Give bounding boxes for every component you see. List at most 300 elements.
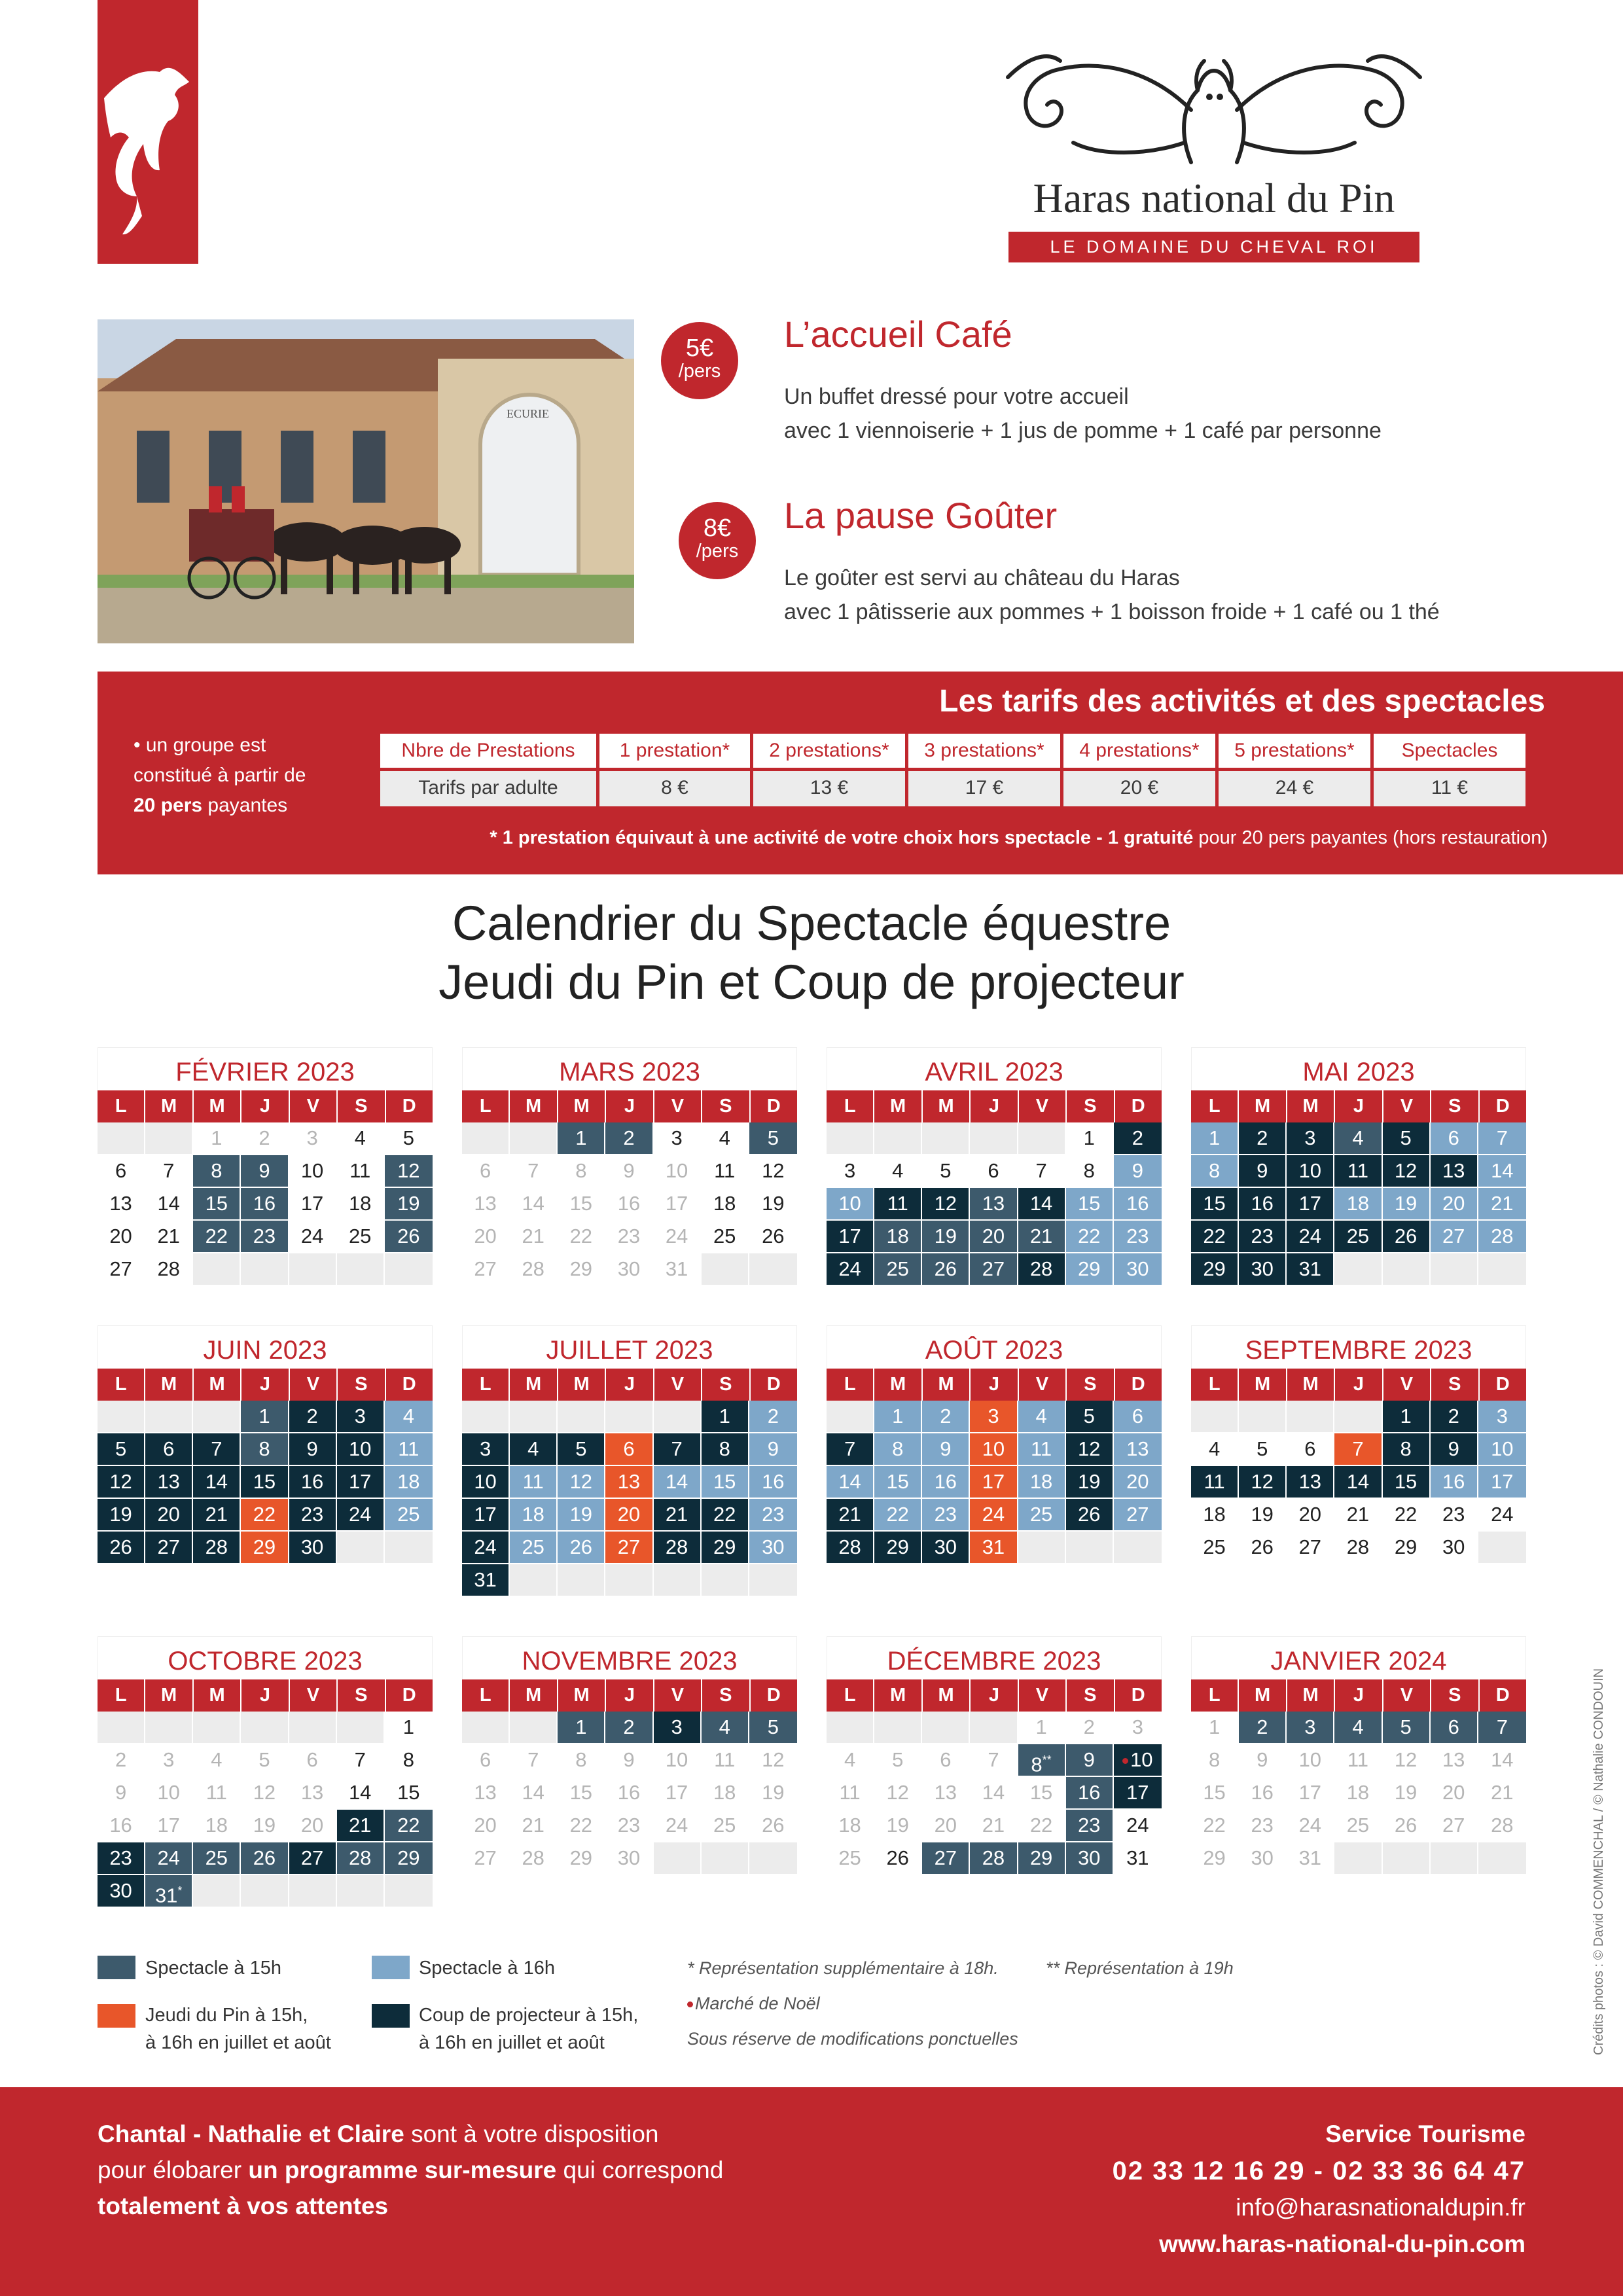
day-number: 31 — [1298, 1846, 1322, 1869]
day-cell — [1191, 1499, 1239, 1532]
empty-day-cell — [462, 1712, 510, 1744]
day-number: 29 — [1203, 1846, 1226, 1869]
empty-day-cell — [241, 1712, 289, 1744]
day-cell — [385, 1744, 433, 1777]
brand-tagline: LE DOMAINE DU CHEVAL ROI — [1008, 232, 1419, 262]
day-cell — [385, 1122, 433, 1155]
legend-label — [145, 1954, 281, 1982]
empty-day-cell — [385, 1532, 433, 1564]
day-cell — [462, 1466, 510, 1499]
tarif-header: Nbre de Prestations — [380, 734, 596, 768]
tarif-header: 2 prestations* — [753, 734, 905, 768]
day-cell — [1431, 1532, 1478, 1564]
weekday-label: J — [1335, 1369, 1383, 1401]
month-calendar — [98, 1325, 433, 1564]
day-number: 17 — [838, 1225, 861, 1247]
day-number: 20 — [617, 1503, 641, 1526]
day-number: 30 — [617, 1257, 641, 1280]
group-note-line — [134, 791, 349, 821]
day-number: 9 — [940, 1437, 952, 1460]
day-cell — [193, 1221, 241, 1253]
day-number: 7 — [163, 1159, 175, 1182]
day-number: 12 — [253, 1781, 276, 1804]
day-cell — [1478, 1221, 1526, 1253]
day-cell — [1018, 1188, 1066, 1221]
day-cell — [1114, 1744, 1162, 1777]
empty-day-cell — [462, 1122, 510, 1155]
day-cell — [510, 1744, 558, 1777]
day-cell — [1239, 1122, 1287, 1155]
day-cell — [289, 1122, 337, 1155]
day-number: 15 — [569, 1192, 593, 1215]
day-cell — [462, 1810, 510, 1842]
day-cell — [145, 1466, 193, 1499]
weekday-header — [827, 1090, 1162, 1122]
empty-day-cell — [289, 1875, 337, 1908]
empty-day-cell — [289, 1712, 337, 1744]
day-cell — [462, 1744, 510, 1777]
day-cell — [1239, 1433, 1287, 1466]
month-calendar — [98, 1047, 433, 1286]
day-number: 12 — [1077, 1437, 1101, 1460]
day-number: 13 — [300, 1781, 324, 1804]
day-cell — [749, 1744, 797, 1777]
day-cell — [1018, 1777, 1066, 1810]
day-number: 10 — [838, 1192, 861, 1215]
day-cell — [874, 1433, 922, 1466]
day-cell — [970, 1253, 1018, 1286]
day-number: 30 — [1077, 1846, 1101, 1869]
day-number: 14 — [665, 1470, 688, 1493]
empty-day-cell — [193, 1401, 241, 1433]
day-number: 3 — [988, 1405, 999, 1427]
day-cell — [1191, 1155, 1239, 1188]
weekday-label: J — [606, 1090, 654, 1122]
day-cell — [1334, 1712, 1382, 1744]
day-number: 23 — [617, 1814, 641, 1837]
marche-dot-icon — [1122, 1758, 1128, 1764]
day-number: 25 — [713, 1225, 736, 1247]
weekday-label: M — [1287, 1090, 1335, 1122]
weekday-header — [98, 1090, 433, 1122]
day-number: 13 — [1126, 1437, 1149, 1460]
day-number: 28 — [1346, 1535, 1370, 1558]
weekday-label: L — [827, 1369, 874, 1401]
weekday-header — [1191, 1369, 1526, 1401]
day-cell — [193, 1744, 241, 1777]
day-cell — [702, 1433, 749, 1466]
day-cell — [1114, 1122, 1162, 1155]
legend-label-line: Coup de projecteur à 15h, — [419, 2005, 639, 2026]
day-cell — [98, 1744, 145, 1777]
day-number: 21 — [348, 1814, 372, 1837]
day-number: 6 — [623, 1437, 635, 1460]
weekday-label: L — [98, 1679, 145, 1712]
day-number: 10 — [474, 1470, 497, 1493]
day-number: 9 — [623, 1748, 635, 1771]
footer-bold: totalement à vos attentes — [98, 2193, 389, 2219]
day-number: 3 — [1132, 1715, 1143, 1738]
weekday-label: L — [98, 1369, 145, 1401]
day-cell — [874, 1810, 922, 1842]
day-cell — [337, 1221, 385, 1253]
weekday-label: M — [558, 1369, 606, 1401]
legend-swatch — [372, 2004, 410, 2028]
day-number: 9 — [115, 1781, 127, 1804]
day-cell — [462, 1532, 510, 1564]
day-cell — [605, 1810, 653, 1842]
tarifs-footnote — [490, 827, 1548, 849]
day-number: 11 — [839, 1781, 861, 1804]
day-cell — [558, 1221, 605, 1253]
weekday-label: M — [194, 1369, 241, 1401]
day-number: 29 — [569, 1846, 593, 1869]
day-number: 14 — [1491, 1748, 1514, 1771]
empty-day-cell — [510, 1122, 558, 1155]
day-number: 28 — [157, 1257, 180, 1280]
day-cell — [1383, 1777, 1431, 1810]
day-cell — [749, 1810, 797, 1842]
empty-day-cell — [1018, 1122, 1066, 1155]
day-cell — [970, 1842, 1018, 1875]
day-cell — [1431, 1499, 1478, 1532]
day-number: 5 — [575, 1437, 587, 1460]
day-number: 8 — [211, 1159, 223, 1182]
footer-names: Chantal - Nathalie et Claire — [98, 2121, 404, 2147]
day-number: 24 — [982, 1503, 1005, 1526]
day-cell — [1478, 1499, 1526, 1532]
weekday-label: M — [923, 1369, 971, 1401]
month-calendar — [98, 1636, 433, 1908]
day-cell — [827, 1188, 874, 1221]
day-cell — [289, 1842, 337, 1875]
day-number: 20 — [109, 1225, 132, 1247]
day-cell — [1018, 1466, 1066, 1499]
day-number: 17 — [1126, 1781, 1149, 1804]
day-number: 27 — [474, 1257, 497, 1280]
day-cell — [1478, 1777, 1526, 1810]
day-number: 3 — [163, 1748, 175, 1771]
day-cell — [510, 1188, 558, 1221]
day-number: 7 — [211, 1437, 223, 1460]
empty-day-cell — [1478, 1532, 1526, 1564]
day-number: 2 — [1257, 1715, 1268, 1738]
empty-day-cell — [193, 1253, 241, 1286]
day-number: 21 — [838, 1503, 861, 1526]
day-cell — [337, 1777, 385, 1810]
day-number: 27 — [300, 1846, 324, 1869]
weekday-label: S — [1431, 1090, 1479, 1122]
weekday-label: M — [194, 1679, 241, 1712]
footer-text: pour élobarer — [98, 2157, 249, 2183]
brand-name: Haras national du Pin — [1033, 175, 1395, 221]
weekday-label: S — [338, 1090, 385, 1122]
day-cell — [98, 1466, 145, 1499]
day-cell — [462, 1564, 510, 1597]
tarif-value: Tarifs par adulte — [380, 771, 596, 806]
day-cell — [605, 1499, 653, 1532]
month-name: DÉCEMBRE 2023 — [827, 1636, 1162, 1679]
day-number: 10 — [665, 1159, 688, 1182]
day-number: 20 — [1442, 1781, 1465, 1804]
day-number: 30 — [1126, 1257, 1149, 1280]
day-number: 23 — [1077, 1814, 1101, 1837]
day-cell — [922, 1810, 970, 1842]
day-number: 4 — [354, 1126, 366, 1149]
day-cell — [749, 1433, 797, 1466]
calendar-title — [0, 894, 1623, 1012]
day-number: 9 — [1448, 1437, 1459, 1460]
day-cell — [1191, 1744, 1239, 1777]
day-cell — [1478, 1712, 1526, 1744]
day-cell — [1383, 1155, 1431, 1188]
day-number: 1 — [1083, 1126, 1095, 1149]
empty-day-cell — [510, 1564, 558, 1597]
day-number: 16 — [617, 1781, 641, 1804]
day-cell — [193, 1433, 241, 1466]
day-cell — [1287, 1122, 1334, 1155]
day-cell — [654, 1466, 702, 1499]
weekday-label: M — [1239, 1090, 1287, 1122]
legend-label-line: Spectacle à 15h — [145, 1958, 281, 1979]
day-cell — [922, 1433, 970, 1466]
day-number: 21 — [1029, 1225, 1053, 1247]
day-number: 4 — [402, 1405, 414, 1427]
day-number: 11 — [714, 1748, 736, 1771]
weekday-label: V — [1383, 1090, 1431, 1122]
day-cell — [241, 1499, 289, 1532]
day-grid — [98, 1122, 433, 1286]
day-number: 11 — [714, 1159, 736, 1182]
day-cell — [193, 1777, 241, 1810]
day-number: 10 — [982, 1437, 1005, 1460]
day-cell — [1287, 1532, 1334, 1564]
day-cell — [1191, 1842, 1239, 1875]
day-number: 11 — [349, 1159, 371, 1182]
day-number: 13 — [934, 1781, 957, 1804]
day-number: 10 — [1298, 1159, 1322, 1182]
day-number: 22 — [1029, 1814, 1053, 1837]
weekday-label: D — [1131, 1374, 1145, 1395]
day-cell — [702, 1221, 749, 1253]
day-number: 27 — [109, 1257, 132, 1280]
empty-day-cell — [145, 1401, 193, 1433]
empty-day-cell — [145, 1122, 193, 1155]
weekday-label: J — [241, 1369, 289, 1401]
day-number: 3 — [1496, 1405, 1508, 1427]
tarifs-band — [98, 672, 1623, 874]
empty-day-cell — [510, 1401, 558, 1433]
day-number: 27 — [1442, 1814, 1465, 1837]
day-number: 25 — [838, 1846, 861, 1869]
day-grid — [462, 1122, 797, 1286]
day-number: 6 — [163, 1437, 175, 1460]
footer-text: sont à votre disposition — [404, 2121, 659, 2147]
day-number: 31 — [1298, 1257, 1322, 1280]
day-cell — [98, 1810, 145, 1842]
empty-day-cell — [874, 1122, 922, 1155]
weekday-label: D — [1131, 1096, 1145, 1117]
day-number: 6 — [940, 1748, 952, 1771]
weekday-label: V — [290, 1369, 338, 1401]
day-cell — [749, 1499, 797, 1532]
day-cell — [385, 1155, 433, 1188]
day-cell — [193, 1842, 241, 1875]
day-number: 31 — [154, 1884, 178, 1907]
day-cell — [1114, 1253, 1162, 1286]
empty-day-cell — [922, 1712, 970, 1744]
day-number: 1 — [211, 1126, 223, 1149]
day-number: 11 — [398, 1437, 419, 1460]
day-number: 29 — [1029, 1846, 1053, 1869]
day-cell — [970, 1532, 1018, 1564]
day-number: 6 — [1304, 1437, 1316, 1460]
day-number: 7 — [354, 1748, 366, 1771]
weekday-label: V — [654, 1090, 702, 1122]
day-number: 28 — [522, 1846, 544, 1869]
day-cell — [1239, 1466, 1287, 1499]
day-number: 21 — [157, 1225, 180, 1247]
empty-day-cell — [558, 1401, 605, 1433]
footer-website-link[interactable]: www.haras-national-du-pin.com — [1159, 2231, 1525, 2257]
day-cell — [98, 1842, 145, 1875]
day-cell — [1066, 1433, 1114, 1466]
day-cell — [145, 1744, 193, 1777]
day-number: 28 — [665, 1535, 688, 1558]
day-cell — [98, 1777, 145, 1810]
day-number: 19 — [253, 1814, 276, 1837]
day-cell — [98, 1433, 145, 1466]
day-cell — [654, 1712, 702, 1744]
day-cell — [1383, 1122, 1431, 1155]
day-cell — [241, 1188, 289, 1221]
weekday-label: M — [1287, 1679, 1335, 1712]
day-cell — [1239, 1155, 1287, 1188]
day-number: 13 — [1442, 1159, 1465, 1182]
day-number: 19 — [1394, 1781, 1418, 1804]
day-grid — [462, 1712, 797, 1875]
month-calendar — [827, 1047, 1162, 1286]
day-cell — [827, 1744, 874, 1777]
weekday-label: D — [766, 1096, 781, 1117]
empty-day-cell — [922, 1122, 970, 1155]
day-number: 19 — [762, 1781, 785, 1804]
price-badge-cafe — [661, 322, 738, 399]
weekday-label: M — [874, 1369, 922, 1401]
day-number: 20 — [474, 1225, 497, 1247]
weekday-header — [98, 1679, 433, 1712]
day-cell — [970, 1188, 1018, 1221]
legend-label — [419, 1954, 555, 1982]
weekday-label: S — [702, 1679, 750, 1712]
day-number: 21 — [205, 1503, 228, 1526]
day-cell — [605, 1221, 653, 1253]
footer-email-link[interactable]: info@harasnationaldupin.fr — [1236, 2194, 1525, 2221]
day-cell — [1334, 1499, 1382, 1532]
day-number: 17 — [1491, 1470, 1514, 1493]
weekday-label: S — [338, 1369, 385, 1401]
day-cell — [827, 1221, 874, 1253]
weekday-label: L — [462, 1369, 510, 1401]
day-cell — [922, 1777, 970, 1810]
day-number: 12 — [1394, 1748, 1418, 1771]
brand-logo — [1001, 31, 1427, 267]
day-number: 24 — [1298, 1814, 1322, 1837]
day-grid — [827, 1122, 1162, 1286]
day-number: 10 — [1491, 1437, 1514, 1460]
day-number: 14 — [522, 1192, 544, 1215]
day-number: 22 — [1203, 1225, 1226, 1247]
day-number: 21 — [1491, 1192, 1514, 1215]
day-cell — [827, 1532, 874, 1564]
day-number: 22 — [205, 1225, 228, 1247]
day-number: 14 — [838, 1470, 861, 1493]
day-cell — [289, 1777, 337, 1810]
day-number: 8 — [1208, 1159, 1221, 1182]
day-cell — [558, 1155, 605, 1188]
empty-day-cell — [1066, 1532, 1114, 1564]
day-number: 30 — [617, 1846, 641, 1869]
day-number: 1 — [259, 1405, 270, 1427]
weekday-label: J — [971, 1369, 1018, 1401]
empty-day-cell — [1018, 1532, 1066, 1564]
empty-day-cell — [1191, 1401, 1239, 1433]
day-cell — [1114, 1188, 1162, 1221]
day-cell — [289, 1401, 337, 1433]
day-cell — [193, 1499, 241, 1532]
day-number: 6 — [115, 1159, 127, 1182]
day-cell — [558, 1122, 605, 1155]
day-number: 27 — [1298, 1535, 1322, 1558]
day-cell — [337, 1155, 385, 1188]
month-calendar — [462, 1047, 797, 1286]
day-number: 5 — [259, 1748, 270, 1771]
day-cell — [289, 1499, 337, 1532]
day-number: 7 — [988, 1748, 999, 1771]
day-number: 18 — [205, 1814, 228, 1837]
day-number: 7 — [844, 1437, 856, 1460]
day-cell — [1334, 1810, 1382, 1842]
day-cell — [385, 1499, 433, 1532]
day-cell — [510, 1433, 558, 1466]
day-cell — [1478, 1122, 1526, 1155]
empty-day-cell — [1478, 1253, 1526, 1286]
day-number: 18 — [713, 1192, 736, 1215]
day-number: 27 — [1126, 1503, 1149, 1526]
day-cell — [145, 1433, 193, 1466]
day-cell — [970, 1777, 1018, 1810]
day-cell — [874, 1221, 922, 1253]
day-number: 13 — [109, 1192, 132, 1215]
empty-day-cell — [749, 1253, 797, 1286]
day-cell — [241, 1744, 289, 1777]
day-cell — [1478, 1466, 1526, 1499]
day-cell — [1191, 1188, 1239, 1221]
day-cell — [1239, 1712, 1287, 1744]
weekday-label: M — [510, 1090, 558, 1122]
day-number: 31 — [474, 1568, 497, 1591]
day-cell — [1066, 1188, 1114, 1221]
day-cell — [1287, 1810, 1334, 1842]
stable-carriage-photo — [98, 319, 634, 643]
day-number: 18 — [522, 1503, 544, 1526]
day-cell — [749, 1466, 797, 1499]
day-cell — [922, 1221, 970, 1253]
day-number: 24 — [300, 1225, 324, 1247]
day-cell — [193, 1188, 241, 1221]
weekday-label: S — [702, 1369, 750, 1401]
day-number: 31 — [1126, 1846, 1149, 1869]
